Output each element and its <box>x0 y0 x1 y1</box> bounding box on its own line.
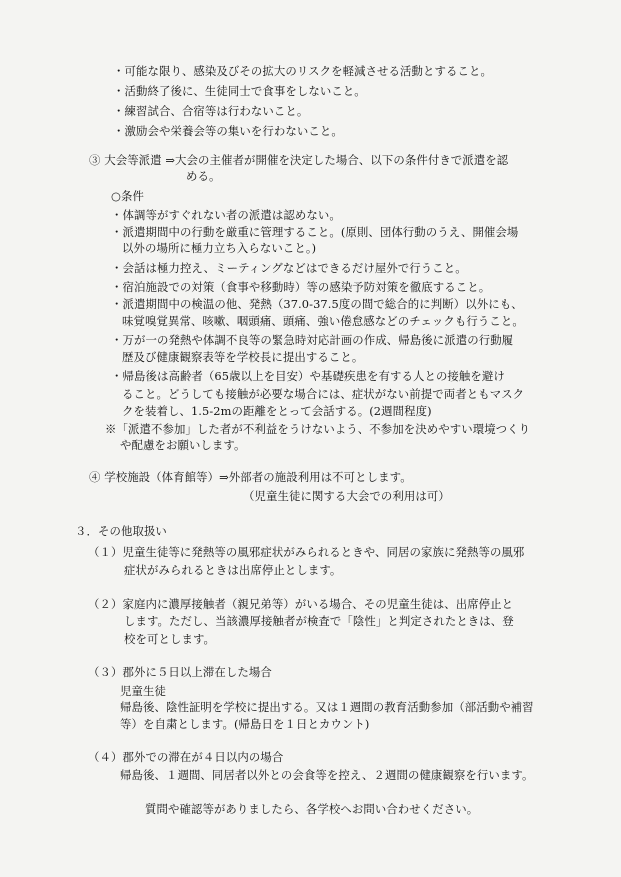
condition-line: ること。どうしても接触が必要な場合には、症状がない前提で両者ともマスク <box>122 387 525 401</box>
condition-line: 味覚嗅覚異常、咳嗽、咽頭痛、頭痛、強い倦怠感などのチェックも行うこと。 <box>122 314 524 328</box>
closing-note: 質問や確認等がありましたら、各学校へお問い合わせください。 <box>145 802 479 816</box>
note-line: や配慮をお願いします。 <box>120 438 246 452</box>
bullet-no-practice-games: ・練習試合、合宿等は行わないこと。 <box>113 104 309 118</box>
condition-line: ・宿泊施設での対策（食事や移動時）等の感染予防対策を徹底すること。 <box>111 280 491 294</box>
bullet-no-meals: ・活動終了後に、生徒同士で食事をしないこと。 <box>113 84 366 98</box>
item1-line: 症状がみられるときは出席停止とします。 <box>124 563 342 577</box>
condition-line: ・派遣期間中の検温の他、発熱（37.0-37.5度の間で総合的に判断）以外にも、 <box>111 297 523 311</box>
bullet-risk-reduction: ・可能な限り、感染及びその拡大のリスクを軽減させる活動とすること。 <box>113 64 492 78</box>
item3-line: 児童生徒 <box>120 684 166 698</box>
other-section-title: ３．その他取扱い <box>75 524 167 538</box>
conditions-label: ○条件 <box>111 189 145 203</box>
condition-line: ・帰島後は高齢者（65歳以上を目安）や基礎疾患を有する人との接触を避け <box>111 369 505 383</box>
section4-heading: ④ 学校施設（体育館等）⇒外部者の施設利用は不可とします。 <box>89 470 412 484</box>
condition-line: ・派遣期間中の行動を厳重に管理すること。(原則、団体行動のうえ、開催会場 <box>111 225 519 239</box>
condition-line: ・体調等がすぐれない者の派遣は認めない。 <box>111 208 341 222</box>
item2-line: （２）家庭内に濃厚接触者（親兄弟等）がいる場合、その児童生徒は、出席停止と <box>88 597 514 611</box>
section3-heading-cont: める。 <box>186 169 221 183</box>
item3-line: （３）郡外に５日以上滞在した場合 <box>88 665 272 679</box>
condition-line: ・万が一の発熱や体調不良等の緊急時対応計画の作成、帰島後に派遣の行動履 <box>111 333 514 347</box>
condition-line: ・会話は極力控え、ミーティングなどはできるだけ屋外で行うこと。 <box>111 261 467 275</box>
bullet-no-gatherings: ・激励会や栄養会等の集いを行わないこと。 <box>113 124 343 138</box>
item2-line: します。ただし、当該濃厚接触者が検査で「陰性」と判定されたときは、登 <box>124 614 514 628</box>
condition-line: クを装着し、1.5-2mの距離をとって会話する。(2週間程度) <box>122 404 432 418</box>
item4-line: 帰島後、１週間、同居者以外との会食等を控え、２週間の健康観察を行います。 <box>120 768 534 782</box>
note-line: ※「派遣不参加」した者が不利益をうけないよう、不参加を決めやすい環境つくり <box>105 422 531 436</box>
condition-line: 以外の場所に極力立ち入らないこと。) <box>122 241 317 255</box>
item3-line: 等）を自粛とします。(帰島日を１日とカウント) <box>120 717 370 731</box>
item1-line: （１）児童生徒等に発熱等の風邪症状がみられるときや、同居の家族に発熱等の風邪 <box>88 545 525 559</box>
item4-line: （４）郡外での滞在が４日以内の場合 <box>88 750 284 764</box>
condition-line: 歴及び健康観察表等を学校長に提出すること。 <box>122 350 364 364</box>
item3-line: 帰島後、陰性証明を学校に提出する。又は１週間の教育活動参加（部活動や補習 <box>120 700 534 714</box>
item2-line: 校を可とします。 <box>124 632 216 646</box>
section3-heading: ③ 大会等派遣 ⇒大会の主催者が開催を決定した場合、以下の条件付きで派遣を認 <box>89 153 509 167</box>
section4-note: （児童生徒に関する大会での利用は可） <box>243 489 450 503</box>
